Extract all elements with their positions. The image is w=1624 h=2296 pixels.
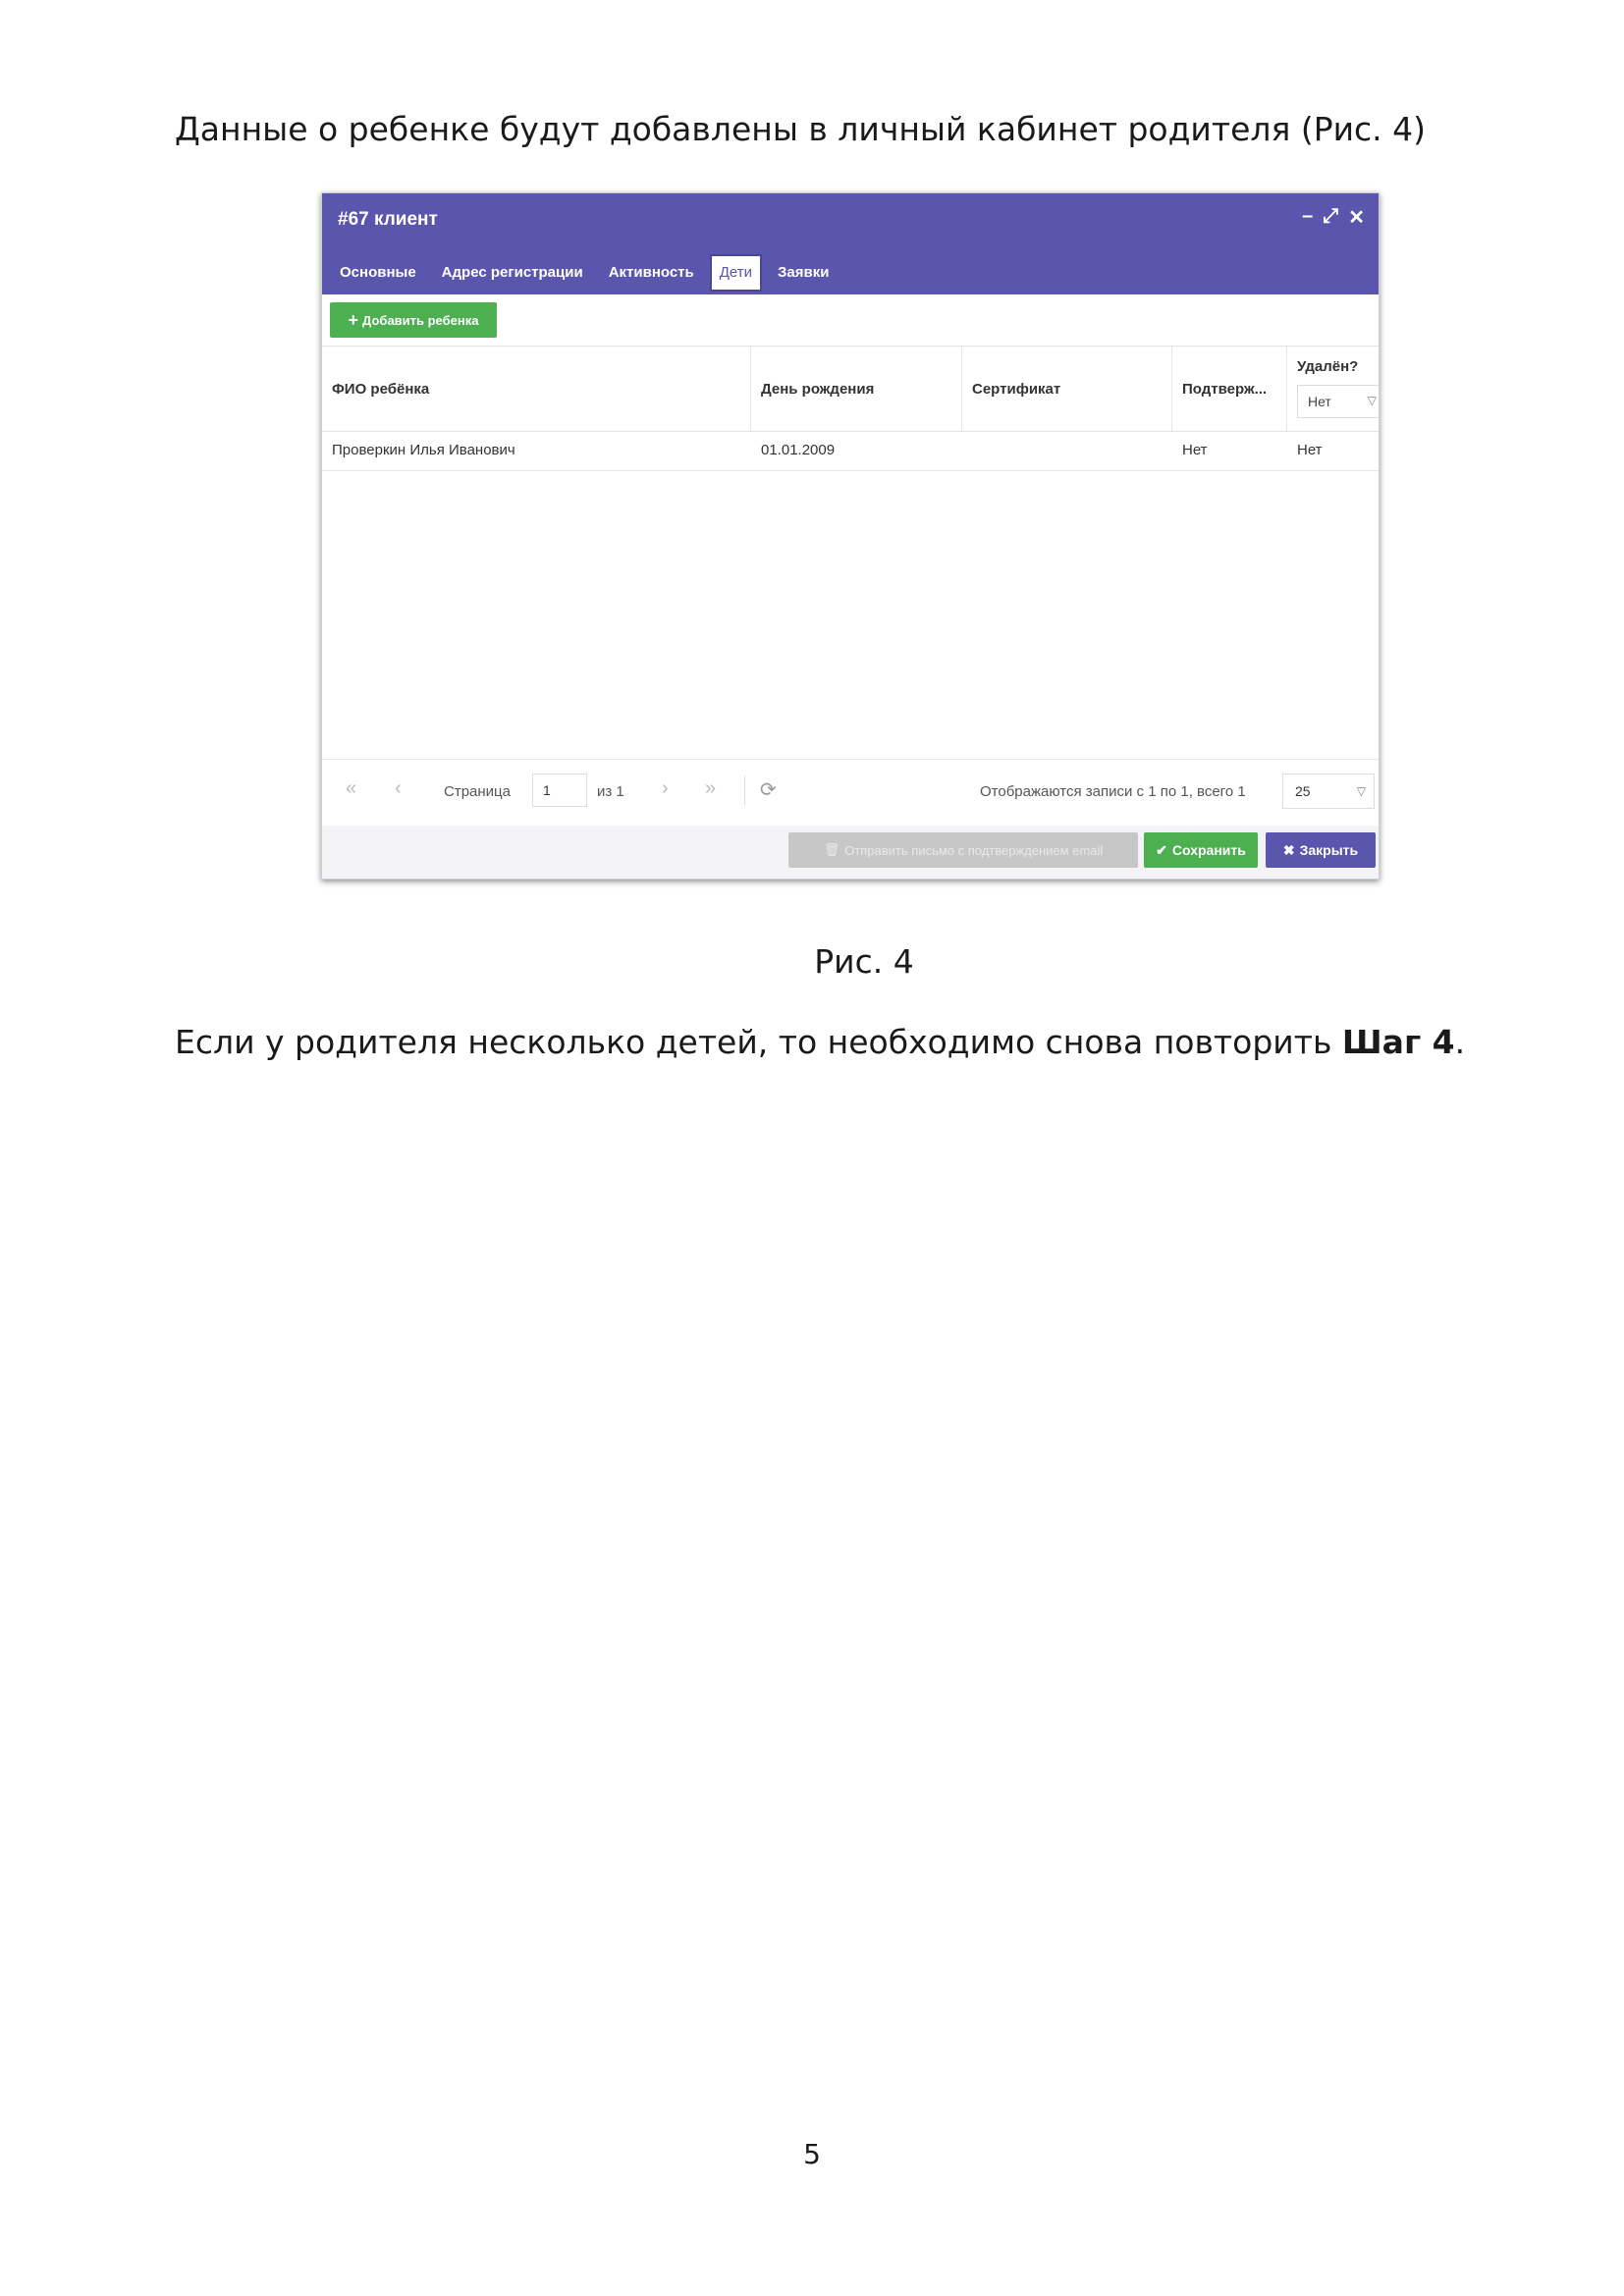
records-summary: Отображаются записи с 1 по 1, всего 1 <box>980 783 1246 800</box>
refresh-icon[interactable]: ⟳ <box>760 779 777 801</box>
last-page-icon[interactable]: » <box>705 777 717 799</box>
client-dialog <box>321 192 1380 880</box>
figure-caption: Рис. 4 <box>814 942 914 981</box>
save-button[interactable] <box>1144 832 1258 868</box>
tab-address[interactable]: Адрес регистрации <box>441 264 583 281</box>
intro-paragraph: Данные о ребенке будут добавлены в личный кабинет родителя (Рис. 4) <box>175 110 1427 148</box>
tab-children[interactable]: Дети <box>710 254 762 292</box>
send-email-button <box>788 832 1138 868</box>
next-page-icon[interactable]: › <box>662 777 669 799</box>
col-header-certificate[interactable]: Сертификат <box>962 347 1172 431</box>
pagination-bar <box>322 759 1379 827</box>
pager-divider <box>744 775 745 805</box>
page-of-label: из 1 <box>597 783 624 800</box>
cell-name: Проверкин Илья Иванович <box>332 442 515 458</box>
col-header-confirmed[interactable]: Подтверж... <box>1172 347 1287 431</box>
repeat-step-text: Если у родителя несколько детей, то необходимо снова повторить <box>175 1023 1342 1061</box>
deleted-label: Удалён? <box>1297 358 1359 375</box>
save-label: Сохранить <box>1171 842 1246 858</box>
add-child-label: Добавить ребенка <box>362 312 479 328</box>
col-header-birthday[interactable]: День рождения <box>751 347 962 431</box>
page-label: Страница <box>444 783 511 800</box>
tab-main[interactable]: Основные <box>340 264 416 281</box>
repeat-step-paragraph <box>175 1021 1465 1064</box>
cell-deleted: Нет <box>1297 442 1323 458</box>
page-size-select[interactable] <box>1282 774 1375 809</box>
page-number: 5 <box>803 2138 821 2170</box>
page-number-input[interactable]: 1 <box>532 774 587 807</box>
step-reference: Шаг 4 <box>1341 1023 1455 1061</box>
close-icon[interactable]: ✕ <box>1348 207 1365 229</box>
col-header-name[interactable]: ФИО ребёнка <box>322 347 751 431</box>
prev-page-icon[interactable]: ‹ <box>395 777 402 799</box>
tab-activity[interactable]: Активность <box>608 264 694 281</box>
window-controls <box>1302 205 1365 230</box>
plus-icon: + <box>348 309 359 330</box>
trash-icon: 🗑 <box>823 842 840 857</box>
chevron-down-icon: ▽ <box>1356 784 1366 798</box>
check-icon: ✔ <box>1156 841 1167 858</box>
page-size-value: 25 <box>1295 783 1311 799</box>
tab-bar <box>330 254 839 292</box>
repeat-step-end: . <box>1454 1023 1466 1061</box>
minimize-icon[interactable]: – <box>1302 205 1314 227</box>
deleted-filter-value: Нет <box>1308 394 1331 409</box>
dialog-footer <box>322 826 1379 879</box>
cell-confirmed: Нет <box>1182 442 1208 458</box>
first-page-icon[interactable]: « <box>346 777 357 799</box>
chevron-down-icon: ▽ <box>1367 394 1377 407</box>
tab-requests[interactable]: Заявки <box>778 264 830 281</box>
cell-certificate <box>962 431 1172 470</box>
table-row[interactable] <box>322 431 1379 471</box>
send-email-label: Отправить письмо с подтверждением email <box>844 842 1104 858</box>
col-header-deleted <box>1287 347 1379 431</box>
dialog-header <box>322 193 1379 294</box>
cell-birthday: 01.01.2009 <box>761 442 836 458</box>
close-button[interactable] <box>1266 832 1376 868</box>
maximize-icon[interactable]: ⤢ <box>1323 205 1339 227</box>
dialog-title: #67 клиент <box>338 209 438 230</box>
close-label: Закрыть <box>1299 842 1359 858</box>
table-header <box>322 346 1379 432</box>
deleted-filter-select[interactable] <box>1297 385 1380 418</box>
close-x-icon: ✖ <box>1282 841 1295 858</box>
add-child-button[interactable] <box>330 302 497 338</box>
